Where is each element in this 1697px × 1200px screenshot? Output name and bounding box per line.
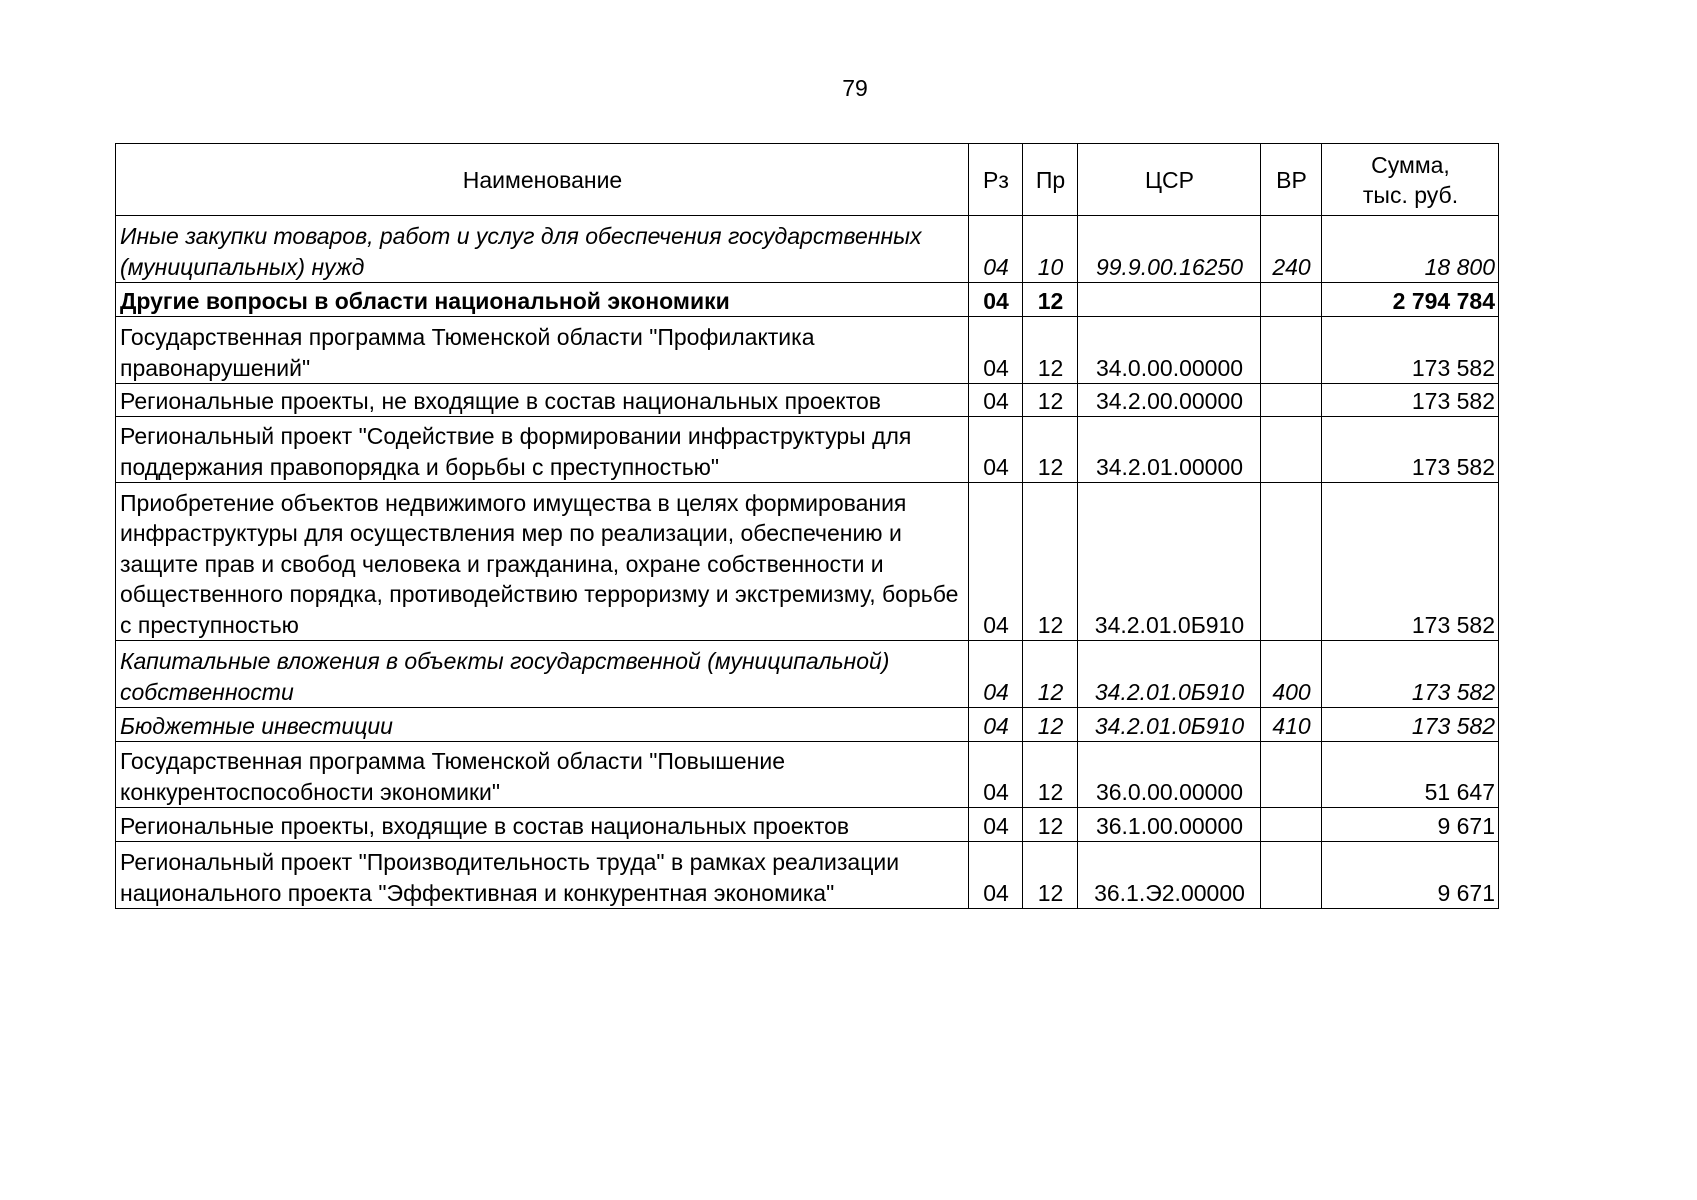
- cell-pr: 12: [1023, 483, 1078, 641]
- cell-csr: 36.1.Э2.00000: [1078, 842, 1261, 909]
- table-row: [116, 708, 1499, 742]
- cell-name: Региональный проект "Содействие в формировании инфраструктуры для поддержания правопорядка и борьбы с преступностью": [116, 417, 969, 483]
- cell-rz: 04: [969, 417, 1023, 483]
- cell-pr: 12: [1023, 384, 1078, 417]
- table-row: [116, 842, 1499, 909]
- cell-vr: [1261, 283, 1322, 317]
- cell-rz: 04: [969, 283, 1023, 317]
- cell-sum: 173 582: [1322, 317, 1499, 384]
- table-header-row: [116, 144, 1499, 216]
- cell-rz: 04: [969, 216, 1023, 283]
- cell-vr: 400: [1261, 641, 1322, 708]
- cell-vr: 410: [1261, 708, 1322, 742]
- cell-csr: 36.1.00.00000: [1078, 808, 1261, 842]
- table-row: [116, 317, 1499, 384]
- cell-pr: 12: [1023, 317, 1078, 384]
- cell-csr: 99.9.00.16250: [1078, 216, 1261, 283]
- cell-csr: 34.2.01.0Б910: [1078, 641, 1261, 708]
- budget-table: [115, 143, 1499, 909]
- cell-rz: 04: [969, 708, 1023, 742]
- cell-vr: [1261, 417, 1322, 483]
- cell-vr: [1261, 842, 1322, 909]
- cell-csr: [1078, 283, 1261, 317]
- cell-vr: [1261, 742, 1322, 808]
- table-row: [116, 417, 1499, 483]
- header-sum: Сумма, тыс. руб.: [1322, 144, 1499, 216]
- cell-name: Государственная программа Тюменской области "Профилактика правонарушений": [116, 317, 969, 384]
- cell-vr: [1261, 384, 1322, 417]
- header-csr: ЦСР: [1078, 144, 1261, 216]
- cell-sum: 51 647: [1322, 742, 1499, 808]
- cell-rz: 04: [969, 842, 1023, 909]
- cell-csr: 36.0.00.00000: [1078, 742, 1261, 808]
- table-body: [116, 216, 1499, 909]
- cell-rz: 04: [969, 808, 1023, 842]
- cell-name: Приобретение объектов недвижимого имущества в целях формирования инфраструктуры для осуществления мер по реализации, обеспечению и защите прав и свобод человека и гражданина, охране собственности и общественного порядка, противодействию терроризму и экстремизму, борьбе с преступностью: [116, 483, 969, 641]
- cell-name: Региональные проекты, не входящие в состав национальных проектов: [116, 384, 969, 417]
- cell-sum: 173 582: [1322, 483, 1499, 641]
- cell-csr: 34.2.01.0Б910: [1078, 483, 1261, 641]
- cell-pr: 12: [1023, 808, 1078, 842]
- cell-csr: 34.2.00.00000: [1078, 384, 1261, 417]
- table-row: [116, 483, 1499, 641]
- cell-sum: 2 794 784: [1322, 283, 1499, 317]
- cell-pr: 12: [1023, 842, 1078, 909]
- header-pr: Пр: [1023, 144, 1078, 216]
- page-number: 79: [842, 75, 868, 101]
- table-row: [116, 216, 1499, 283]
- cell-vr: [1261, 808, 1322, 842]
- cell-sum: 173 582: [1322, 641, 1499, 708]
- cell-sum: 9 671: [1322, 808, 1499, 842]
- cell-name: Капитальные вложения в объекты государственной (муниципальной) собственности: [116, 641, 969, 708]
- table-row: [116, 742, 1499, 808]
- header-name: Наименование: [116, 144, 969, 216]
- cell-vr: 240: [1261, 216, 1322, 283]
- cell-sum: 173 582: [1322, 384, 1499, 417]
- cell-rz: 04: [969, 317, 1023, 384]
- cell-csr: 34.0.00.00000: [1078, 317, 1261, 384]
- cell-name: Другие вопросы в области национальной экономики: [116, 283, 969, 317]
- cell-rz: 04: [969, 641, 1023, 708]
- cell-pr: 10: [1023, 216, 1078, 283]
- table-row: [116, 808, 1499, 842]
- cell-pr: 12: [1023, 283, 1078, 317]
- table-row: [116, 283, 1499, 317]
- header-vr: ВР: [1261, 144, 1322, 216]
- table-row: [116, 384, 1499, 417]
- cell-name: Государственная программа Тюменской области "Повышение конкурентоспособности экономики": [116, 742, 969, 808]
- cell-sum: 9 671: [1322, 842, 1499, 909]
- cell-pr: 12: [1023, 417, 1078, 483]
- cell-csr: 34.2.01.0Б910: [1078, 708, 1261, 742]
- cell-sum: 173 582: [1322, 708, 1499, 742]
- cell-rz: 04: [969, 742, 1023, 808]
- cell-vr: [1261, 317, 1322, 384]
- cell-name: Бюджетные инвестиции: [116, 708, 969, 742]
- cell-sum: 173 582: [1322, 417, 1499, 483]
- cell-rz: 04: [969, 483, 1023, 641]
- cell-csr: 34.2.01.00000: [1078, 417, 1261, 483]
- header-rz: Рз: [969, 144, 1023, 216]
- cell-name: Региональные проекты, входящие в состав национальных проектов: [116, 808, 969, 842]
- table-row: [116, 641, 1499, 708]
- cell-pr: 12: [1023, 742, 1078, 808]
- cell-pr: 12: [1023, 641, 1078, 708]
- cell-vr: [1261, 483, 1322, 641]
- cell-name: Региональный проект "Производительность труда" в рамках реализации национального проекта "Эффективная и конкурентная экономика": [116, 842, 969, 909]
- cell-name: Иные закупки товаров, работ и услуг для обеспечения государственных (муниципальных) нужд: [116, 216, 969, 283]
- cell-pr: 12: [1023, 708, 1078, 742]
- cell-sum: 18 800: [1322, 216, 1499, 283]
- cell-rz: 04: [969, 384, 1023, 417]
